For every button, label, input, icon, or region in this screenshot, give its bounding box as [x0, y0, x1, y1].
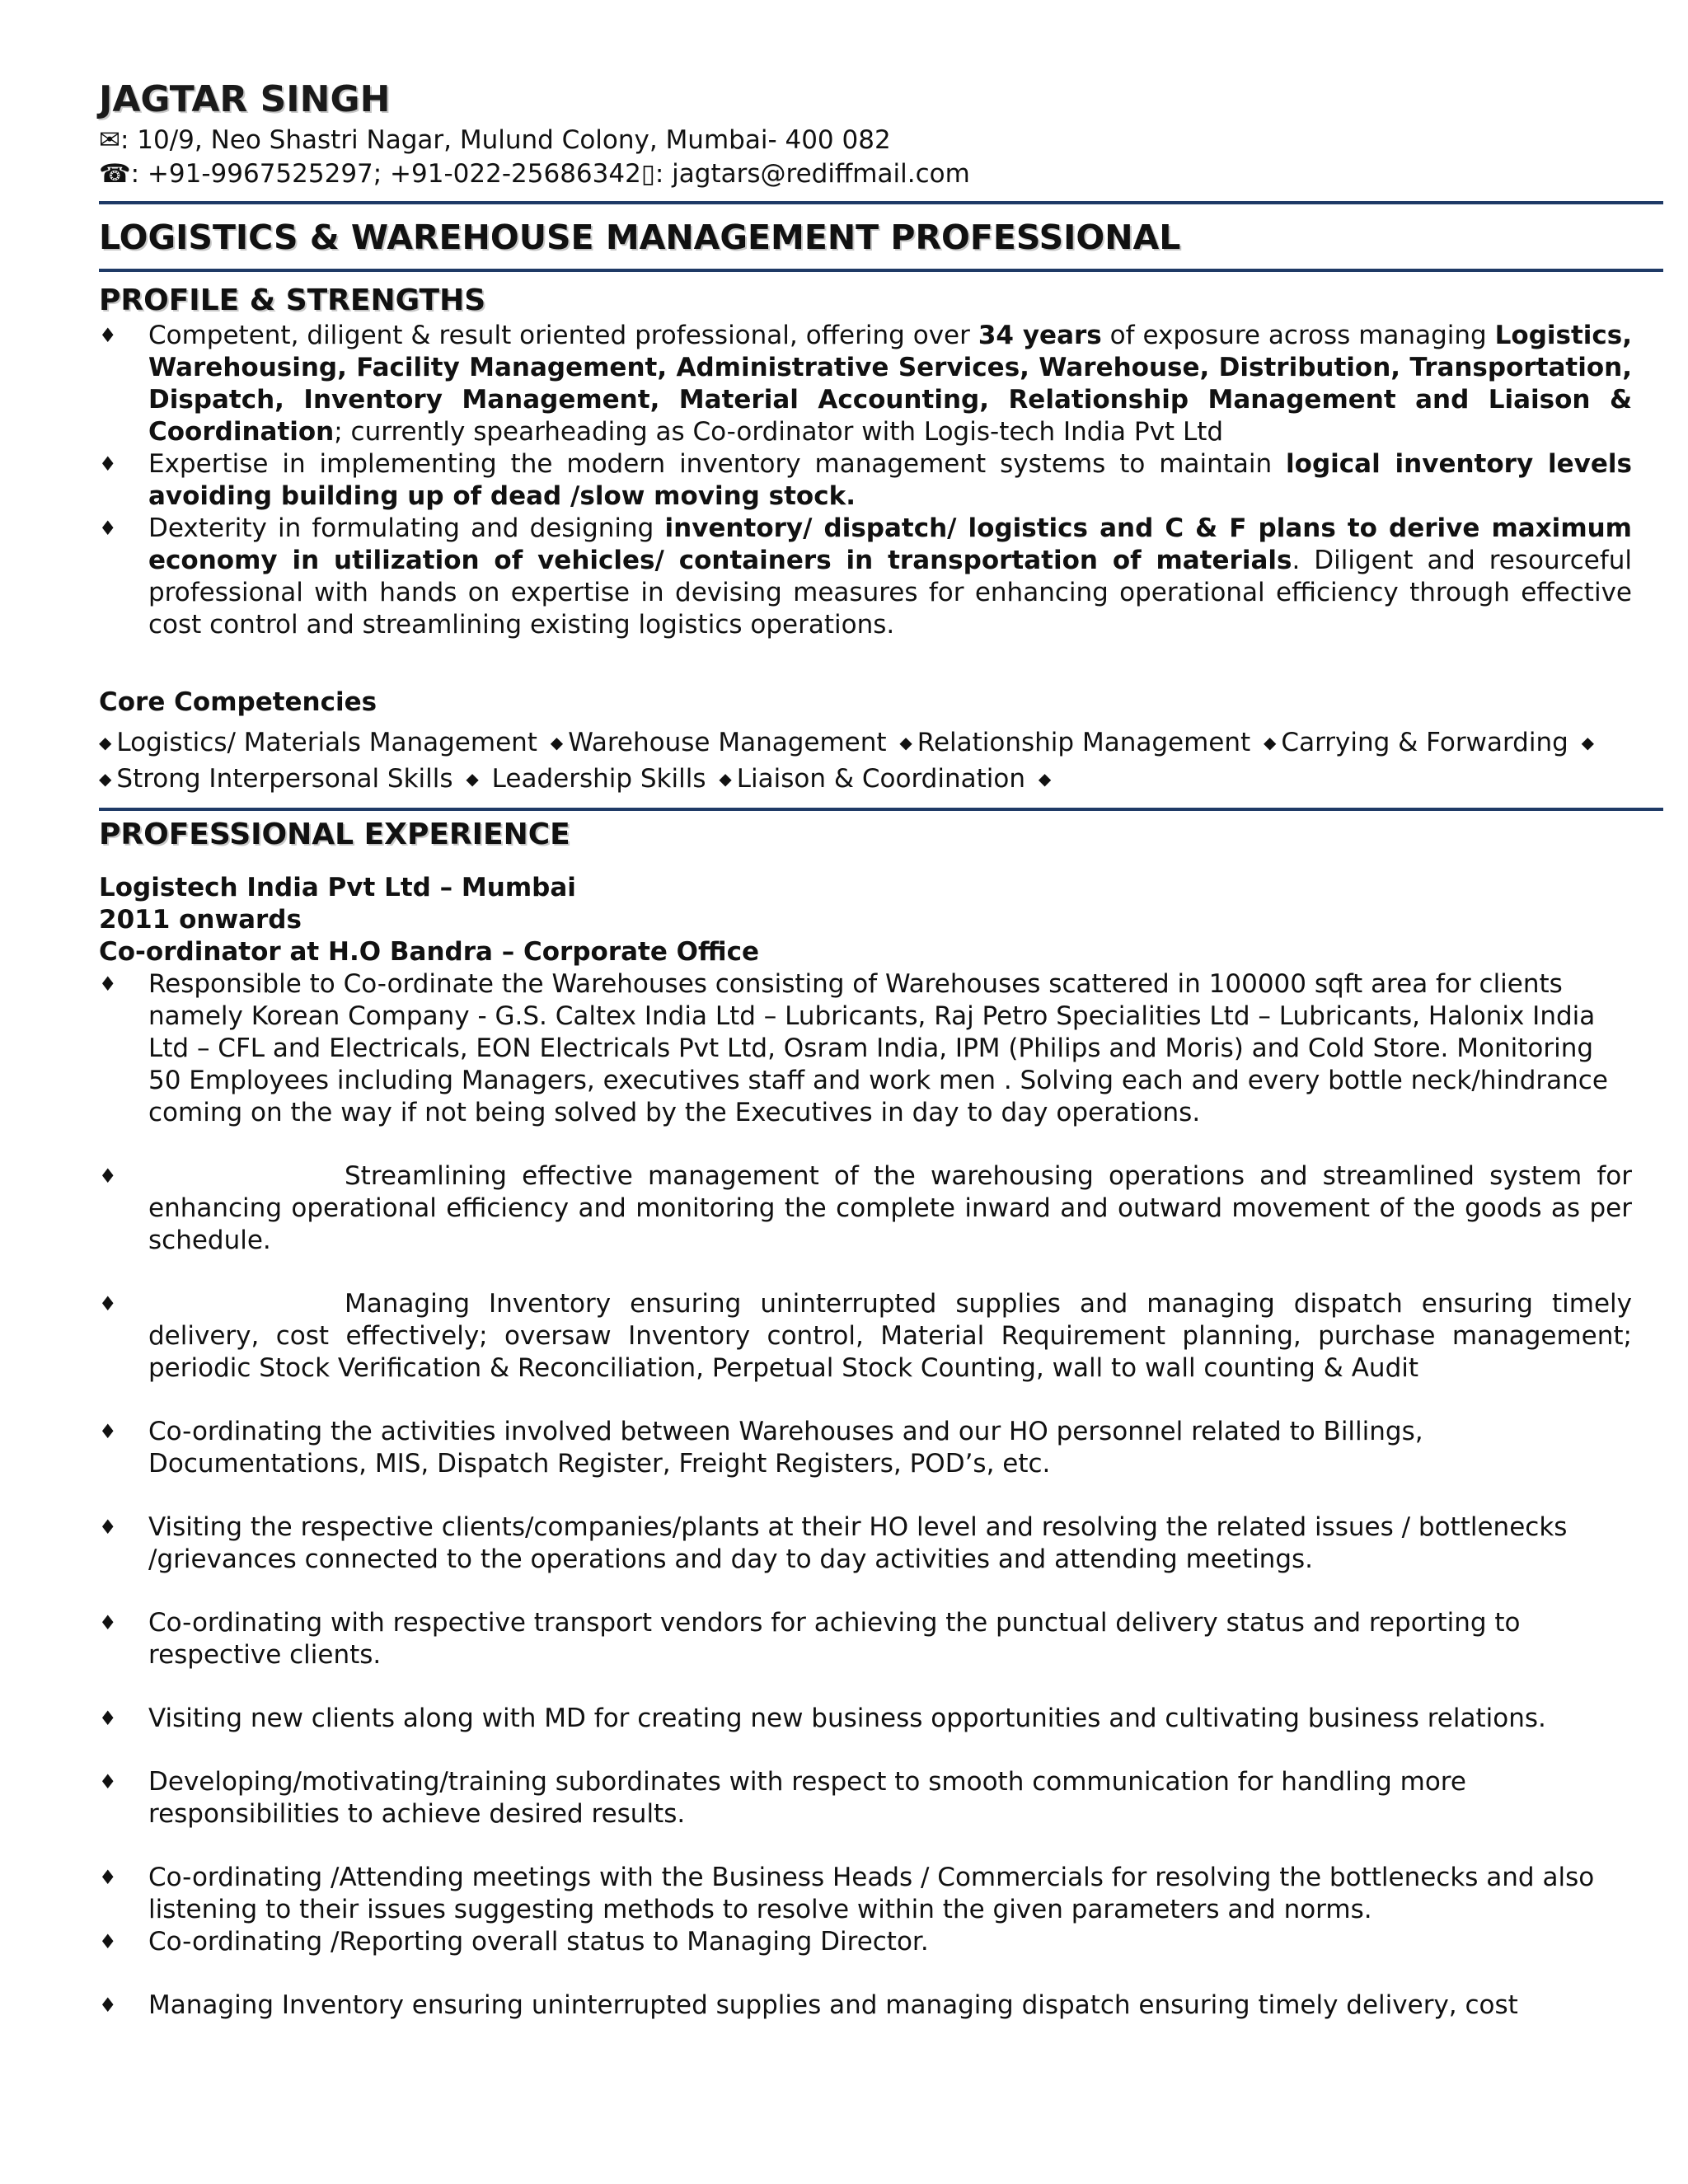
header-divider	[99, 201, 1663, 204]
diamond-bullet-icon: ♦	[99, 1707, 117, 1730]
profile-list	[99, 320, 1663, 641]
list-item: ♦ Responsible to Co-ordinate the Warehouses consisting of Warehouses scattered in 100000 sqft area for clients namely Korean Company - G.S. Caltex India Ltd – Lubricants, Raj Petro Specialities Ltd – Lubricants, Halonix India Ltd – CFL and Electricals, EON Electricals Pvt Ltd, Osram India, IPM (Philips and Moris) and Cold Store. Monitoring 50 Employees including Managers, executives staff and work men . Solving each and every bottle neck/hindrance coming on the way if not being solved by the Executives in day to day operations.	[99, 969, 1608, 1127]
competency: Liaison & Coordination	[736, 764, 1025, 794]
diamond-bullet-icon: ♦	[99, 517, 117, 540]
diamond-bullet-icon: ♦	[99, 1420, 117, 1443]
diamond-bullet-icon: ♦	[99, 1770, 117, 1793]
diamond-bullet-icon: ♦	[99, 1516, 117, 1539]
address-line	[99, 124, 1663, 157]
list-item: ♦ Developing/motivating/training subordinates with respect to smooth communication for handling more responsibilities to achieve desired results.	[99, 1767, 1466, 1829]
list-item: ♦ Co-ordinating /Attending meetings with the Business Heads / Commercials for resolving the bottlenecks and also listening to their issues suggesting methods to resolve within the given parameters and norms.	[99, 1863, 1595, 1924]
list-item: ♦ Co-ordinating with respective transport vendors for achieving the punctual delivery status and reporting to respective clients.	[99, 1608, 1521, 1670]
list-item: ♦ Competent, diligent & result oriented professional, offering over 34 years of exposure across managing Logistics, Warehousing, Facility Management, Administrative Services, Warehouse, Distribution, Transportation, Dispatch, Inventory Management, Material Accounting, Relationship Management and Liaison & Coordination; currently spearheading as Co-ordinator with Logis-tech India Pvt Ltd	[99, 321, 1633, 447]
experience-list	[99, 968, 1663, 2022]
experience-divider	[99, 808, 1663, 811]
email-icon: ▯	[640, 159, 655, 189]
competency: Relationship Management	[917, 728, 1251, 757]
employer-block	[99, 872, 1663, 968]
diamond-bullet-icon: ♦	[99, 1165, 117, 1188]
competency: Logistics/ Materials Management	[116, 728, 537, 757]
diamond-separator-icon: ◆	[550, 733, 564, 752]
headline-divider	[99, 269, 1663, 272]
competency: Carrying & Forwarding	[1281, 728, 1568, 757]
profile-heading: PROFILE & STRENGTHS	[99, 284, 486, 317]
list-item: ♦ Dexterity in formulating and designing inventory/ dispatch/ logistics and C & F plans to derive maximum economy in utilization of vehicles/ containers in transportation of materials. Diligent and resourceful professional with hands on expertise in devising measures for enhancing operational efficiency through effective cost control and streamlining existing logistics operations.	[99, 513, 1632, 640]
core-competencies-line-2	[99, 763, 1663, 798]
competency: Leadership Skills	[483, 764, 706, 794]
diamond-bullet-icon: ♦	[99, 1866, 117, 1889]
core-competencies-title: Core Competencies	[99, 687, 377, 717]
diamond-separator-icon: ◆	[899, 733, 912, 752]
experience-heading: PROFESSIONAL EXPERIENCE	[99, 818, 570, 851]
list-item: ♦ Expertise in implementing the modern inventory management systems to maintain logical inventory levels avoiding building up of dead /slow moving stock.	[99, 449, 1632, 511]
list-item: ♦ Co-ordinating /Reporting overall status to Managing Director.	[99, 1927, 929, 1957]
diamond-bullet-icon: ♦	[99, 452, 117, 476]
core-competencies-line-1	[99, 727, 1663, 762]
competency: Strong Interpersonal Skills	[116, 764, 453, 794]
diamond-separator-icon: ◆	[1038, 769, 1052, 789]
diamond-bullet-icon: ♦	[99, 1611, 117, 1634]
employment-period: 2011 onwards	[99, 905, 302, 935]
diamond-separator-icon: ◆	[719, 769, 732, 789]
envelope-icon: ✉	[99, 125, 120, 155]
company-name: Logistech India Pvt Ltd – Mumbai	[99, 873, 576, 902]
list-item: ♦ Streamlining effective management of the warehousing operations and streamlined system for enhancing operational efficiency and monitoring the complete inward and outward movement of the goods as per schedule.	[99, 1161, 1632, 1255]
diamond-bullet-icon: ♦	[99, 972, 117, 996]
diamond-bullet-icon: ♦	[99, 1292, 117, 1315]
list-item: ♦ Managing Inventory ensuring uninterrupted supplies and managing dispatch ensuring timely delivery, cost	[99, 1990, 1518, 2020]
diamond-separator-icon: ◆	[466, 769, 479, 789]
diamond-separator-icon: ◆	[99, 769, 112, 789]
candidate-name: JAGTAR SINGH	[99, 78, 391, 120]
address-text: : 10/9, Neo Shastri Nagar, Mulund Colony, Mumbai- 400 082	[120, 125, 891, 155]
competency: Warehouse Management	[568, 728, 887, 757]
diamond-bullet-icon: ♦	[99, 324, 117, 347]
phone-text: : +91-9967525297; +91-022-25686342	[130, 159, 641, 189]
phone-email-line	[99, 157, 1663, 191]
diamond-separator-icon: ◆	[99, 733, 112, 752]
list-item: ♦ Co-ordinating the activities involved between Warehouses and our HO personnel related to Billings, Documentations, MIS, Dispatch Register, Freight Registers, POD’s, etc.	[99, 1417, 1423, 1479]
list-item: ♦ Managing Inventory ensuring uninterrupted supplies and managing dispatch ensuring timely delivery, cost effectively; oversaw Inventory control, Material Requirement planning, purchase management; periodic Stock Verification & Reconciliation, Perpetual Stock Counting, wall to wall counting & Audit	[99, 1289, 1632, 1383]
diamond-bullet-icon: ♦	[99, 1994, 117, 2017]
professional-headline: LOGISTICS & WAREHOUSE MANAGEMENT PROFESSIONAL	[99, 218, 1181, 257]
diamond-separator-icon: ◆	[1264, 733, 1277, 752]
list-item: ♦ Visiting the respective clients/companies/plants at their HO level and resolving the related issues / bottlenecks /grievances connected to the operations and day to day activities and attending meetings.	[99, 1512, 1568, 1574]
list-item: ♦ Visiting new clients along with MD for creating new business opportunities and cultivating business relations.	[99, 1704, 1546, 1733]
email-text[interactable]: : jagtars@rediffmail.com	[654, 159, 970, 189]
diamond-separator-icon: ◆	[1581, 733, 1595, 752]
phone-icon: ☎	[99, 159, 131, 189]
job-role: Co-ordinator at H.O Bandra – Corporate Office	[99, 937, 759, 967]
diamond-bullet-icon: ♦	[99, 1930, 117, 1953]
